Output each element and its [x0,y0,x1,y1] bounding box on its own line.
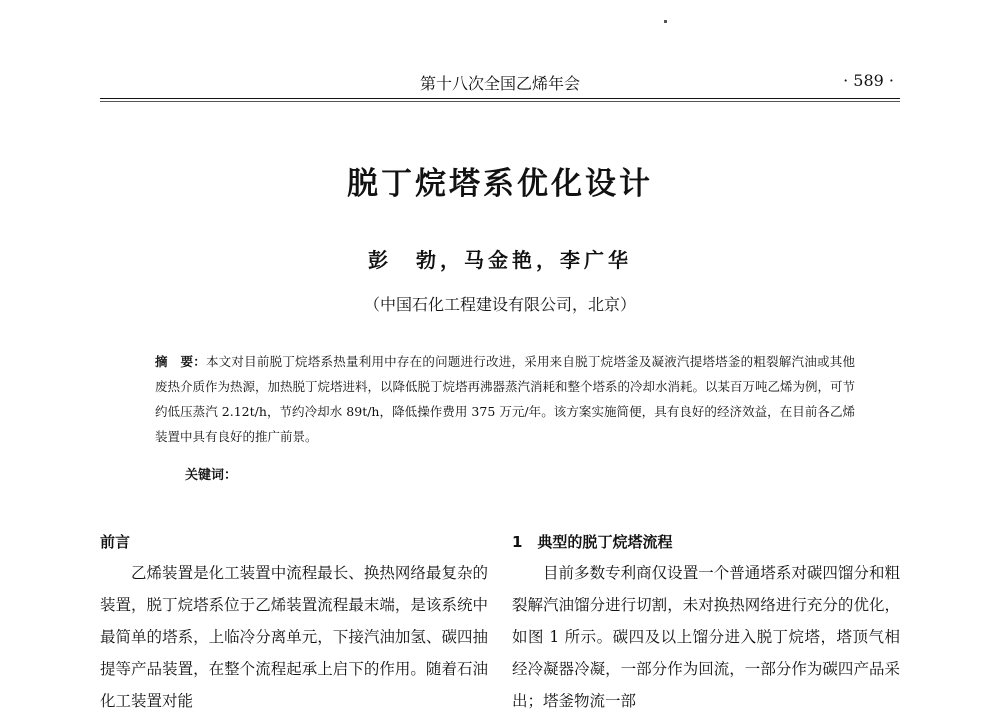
abstract-text: 本文对目前脱丁烷塔系热量利用中存在的问题进行改进，采用来自脱丁烷塔釜及凝液汽提塔塔釜的粗裂解汽油或其他废热介质作为热源，加热脱丁烷塔进料，以降低脱丁烷塔再沸器蒸汽消耗和整个塔系的冷却水消耗。以某百万吨乙烯为例，可节约低压蒸汽 2.12t/h，节约冷却水 89t/h，降低操作费用 375 万元/年。该方案实施简便，具有良好的经济效益，在目前各乙烯装置中具有良好的推广前景。 [155,354,856,444]
running-head [100,68,900,96]
keywords-label: 关键词： [185,468,238,483]
section-1-paragraph: 目前多数专利商仅设置一个普通塔系对碳四馏分和粗裂解汽油馏分进行切割，未对换热网络进行充分的优化，如图 1 所示。碳四及以上馏分进入脱丁烷塔，塔顶气相经冷凝器冷凝，一部分作为回流，一部分作为碳四产品采出；塔釜物流一部 [512,564,900,710]
scan-speck [664,20,667,23]
left-column [100,527,488,717]
article-authors: 彭 勃，马金艳，李广华 [368,248,632,272]
section-heading-preface: 前言 [100,533,131,551]
abstract [155,349,855,449]
header-rule-thin [100,101,900,102]
article-title: 脱丁烷塔系优化设计 [347,166,653,202]
abstract-label: 摘 要： [155,354,206,369]
section-heading-1: 1 典型的脱丁烷塔流程 [512,533,673,551]
right-column [512,527,900,717]
page-number: · 589 · [843,71,894,90]
preface-paragraph: 乙烯装置是化工装置中流程最长、换热网络最复杂的装置，脱丁烷塔系位于乙烯装置流程最末端，是该系统中最简单的塔系，上临冷分离单元，下接汽油加氢、碳四抽提等产品装置，在整个流程起承上启下的作用。随着石油化工装置对能 [100,564,488,710]
article-affiliation: （中国石化工程建设有限公司，北京） [363,295,636,314]
running-head-title: 第十八次全国乙烯年会 [419,74,580,93]
header-rule [100,98,900,99]
